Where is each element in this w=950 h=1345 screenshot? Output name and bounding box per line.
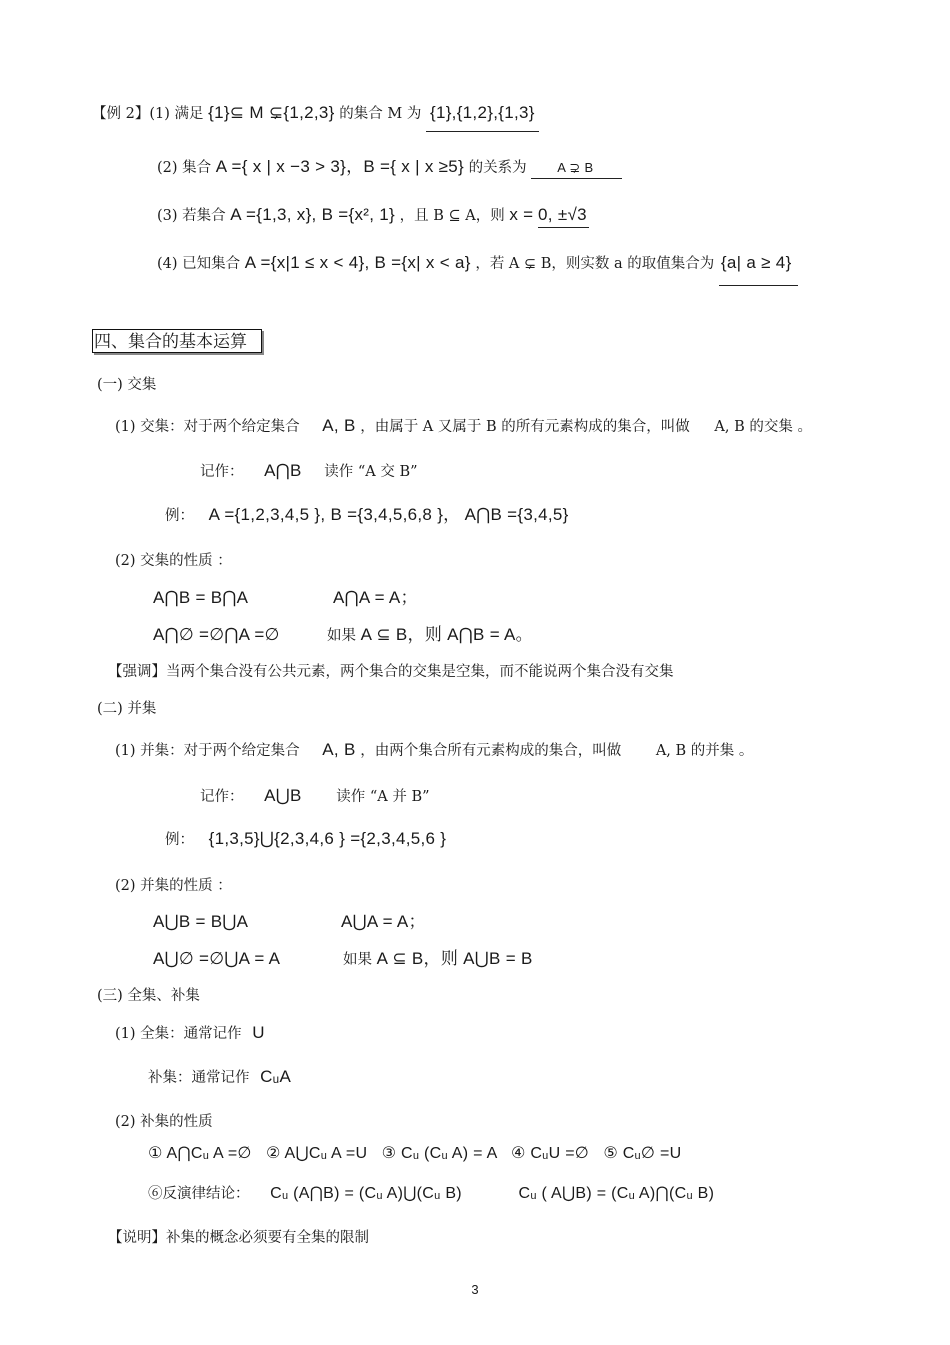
- q1-formula: {1}⊆ M ⊊{1,2,3}: [208, 103, 335, 122]
- q1-mid: 的集合 M 为: [339, 106, 422, 122]
- intersection-prop2: A⋂A = A；: [333, 588, 418, 607]
- example-label: 例：: [165, 508, 194, 524]
- union-prop3: A⋃∅ =∅⋃A = A: [153, 949, 281, 968]
- intersection-definition: [115, 416, 812, 437]
- intersection-notation: [200, 461, 418, 482]
- q1-answer: {1},{1,2},{1,3}: [426, 103, 539, 132]
- example2-q4: [157, 253, 798, 286]
- def-sets: A, B: [322, 740, 356, 759]
- complement-props-heading: (2) 补集的性质: [115, 1114, 213, 1130]
- example-formula: {1,3,5}⋃{2,3,4,6 } ={2,3,4,5,6 }: [208, 829, 447, 848]
- read-text: “A 并 B”: [369, 789, 430, 805]
- def-body: ，由两个集合所有元素构成的集合，叫做: [360, 743, 622, 759]
- q3-prefix: (3) 若集合: [157, 208, 226, 224]
- intersection-example: [165, 505, 569, 526]
- union-heading: (二) 并集: [97, 701, 157, 717]
- complement-set: [148, 1067, 291, 1088]
- union-props-heading: (2) 并集的性质 ：: [115, 878, 232, 894]
- example-formula: A ={1,2,3,4,5 }, B ={3,4,5,6,8 }， A⋂B ={3,4,5}: [208, 505, 569, 524]
- q4-answer: {a| a ≥ 4}: [719, 253, 798, 286]
- q3-answer: 0, ±√3: [538, 205, 589, 228]
- demorgan-law-2: Cᵤ ( A⋃B) = (Cᵤ A)⋂(Cᵤ B): [518, 1185, 715, 1202]
- union-prop2: A⋃A = A；: [341, 912, 426, 931]
- complement-note: 【说明】补集的概念必须要有全集的限制: [108, 1230, 369, 1246]
- example2-q2: [157, 157, 622, 179]
- prop4-formula: A ⊆ B，则 A⋃B = B: [376, 949, 533, 968]
- prop4-prefix: 如果: [327, 628, 356, 644]
- complement-heading: (三) 全集、补集: [97, 988, 200, 1004]
- complement-symbol: CᵤA: [260, 1067, 292, 1086]
- read-text: “A 交 B”: [357, 464, 418, 480]
- prop4-prefix: 如果: [343, 952, 372, 968]
- q4-formula: A ={x|1 ≤ x < 4}, B ={x| x < a}: [244, 253, 471, 272]
- intersection-props-heading: (2) 交集的性质 ：: [115, 553, 232, 569]
- demorgan-label: ⑥反演律结论：: [148, 1186, 250, 1202]
- union-definition: [115, 740, 753, 761]
- notation: A⋃B: [264, 786, 302, 805]
- def-body: ，由属于 A 又属于 B 的所有元素构成的集合，叫做: [360, 419, 690, 435]
- q2-mid: 的关系为: [468, 160, 527, 176]
- q1-prefix: 【例 2】(1) 满足: [92, 106, 204, 122]
- q2-answer: A ⊋ B: [531, 158, 621, 179]
- intersection-prop3: A⋂∅ =∅⋂A =∅: [153, 625, 280, 644]
- universal-prefix: (1) 全集：通常记作: [115, 1026, 242, 1042]
- universal-symbol: U: [252, 1023, 265, 1042]
- example-label: 例：: [165, 832, 194, 848]
- union-prop4: [343, 949, 533, 970]
- q2-formula: A ={ x | x −3 > 3}，B ={ x | x ≥5}: [215, 157, 465, 176]
- def-sets: A, B: [322, 416, 356, 435]
- def-tail: A, B 的并集 。: [655, 743, 754, 759]
- read-label: 读作: [324, 464, 354, 480]
- def-prefix: (1) 并集：对于两个给定集合: [115, 743, 300, 759]
- union-notation: [200, 786, 430, 807]
- universal-set: [115, 1023, 265, 1044]
- section-title: 四、集合的基本运算: [92, 329, 262, 353]
- complement-props: ① A⋂Cᵤ A =∅ ② A⋃Cᵤ A =U ③ Cᵤ (Cᵤ A) = A ④ CᵤU =∅ ⑤ Cᵤ∅ =U: [148, 1145, 682, 1162]
- intersection-prop1: A⋂B = B⋂A: [153, 588, 249, 607]
- complement-prefix: 补集：通常记作: [148, 1070, 250, 1086]
- demorgan-line: [148, 1184, 714, 1204]
- demorgan-law-1: Cᵤ (A⋂B) = (Cᵤ A)⋃(Cᵤ B): [270, 1185, 462, 1202]
- notation: A⋂B: [264, 461, 302, 480]
- intersection-prop4: [327, 625, 533, 646]
- q3-formula: A ={1,3, x}, B ={x², 1}: [230, 205, 396, 224]
- read-label: 读作: [336, 789, 366, 805]
- def-prefix: (1) 交集：对于两个给定集合: [115, 419, 300, 435]
- q3-mid: ，且 B ⊆ A，则: [399, 208, 505, 224]
- q4-prefix: (4) 已知集合: [157, 256, 241, 272]
- prop4-formula: A ⊆ B，则 A⋂B = A。: [360, 625, 533, 644]
- notation-label: 记作：: [200, 789, 244, 805]
- intersection-emphasis: 【强调】当两个集合没有公共元素，两个集合的交集是空集，而不能说两个集合没有交集: [108, 664, 674, 680]
- q4-mid: ，若 A ⊊ B，则实数 a 的取值集合为: [475, 256, 715, 272]
- def-tail: A, B 的交集 。: [714, 419, 812, 435]
- example2-q1: [92, 103, 539, 132]
- page-number: 3: [471, 1282, 479, 1297]
- example2-q3: [157, 205, 589, 228]
- q2-prefix: (2) 集合: [157, 160, 212, 176]
- q3-answer-lhs: x =: [509, 205, 534, 224]
- union-example: [165, 829, 446, 850]
- union-prop1: A⋃B = B⋃A: [153, 912, 249, 931]
- notation-label: 记作：: [200, 464, 244, 480]
- intersection-heading: (一) 交集: [97, 377, 157, 393]
